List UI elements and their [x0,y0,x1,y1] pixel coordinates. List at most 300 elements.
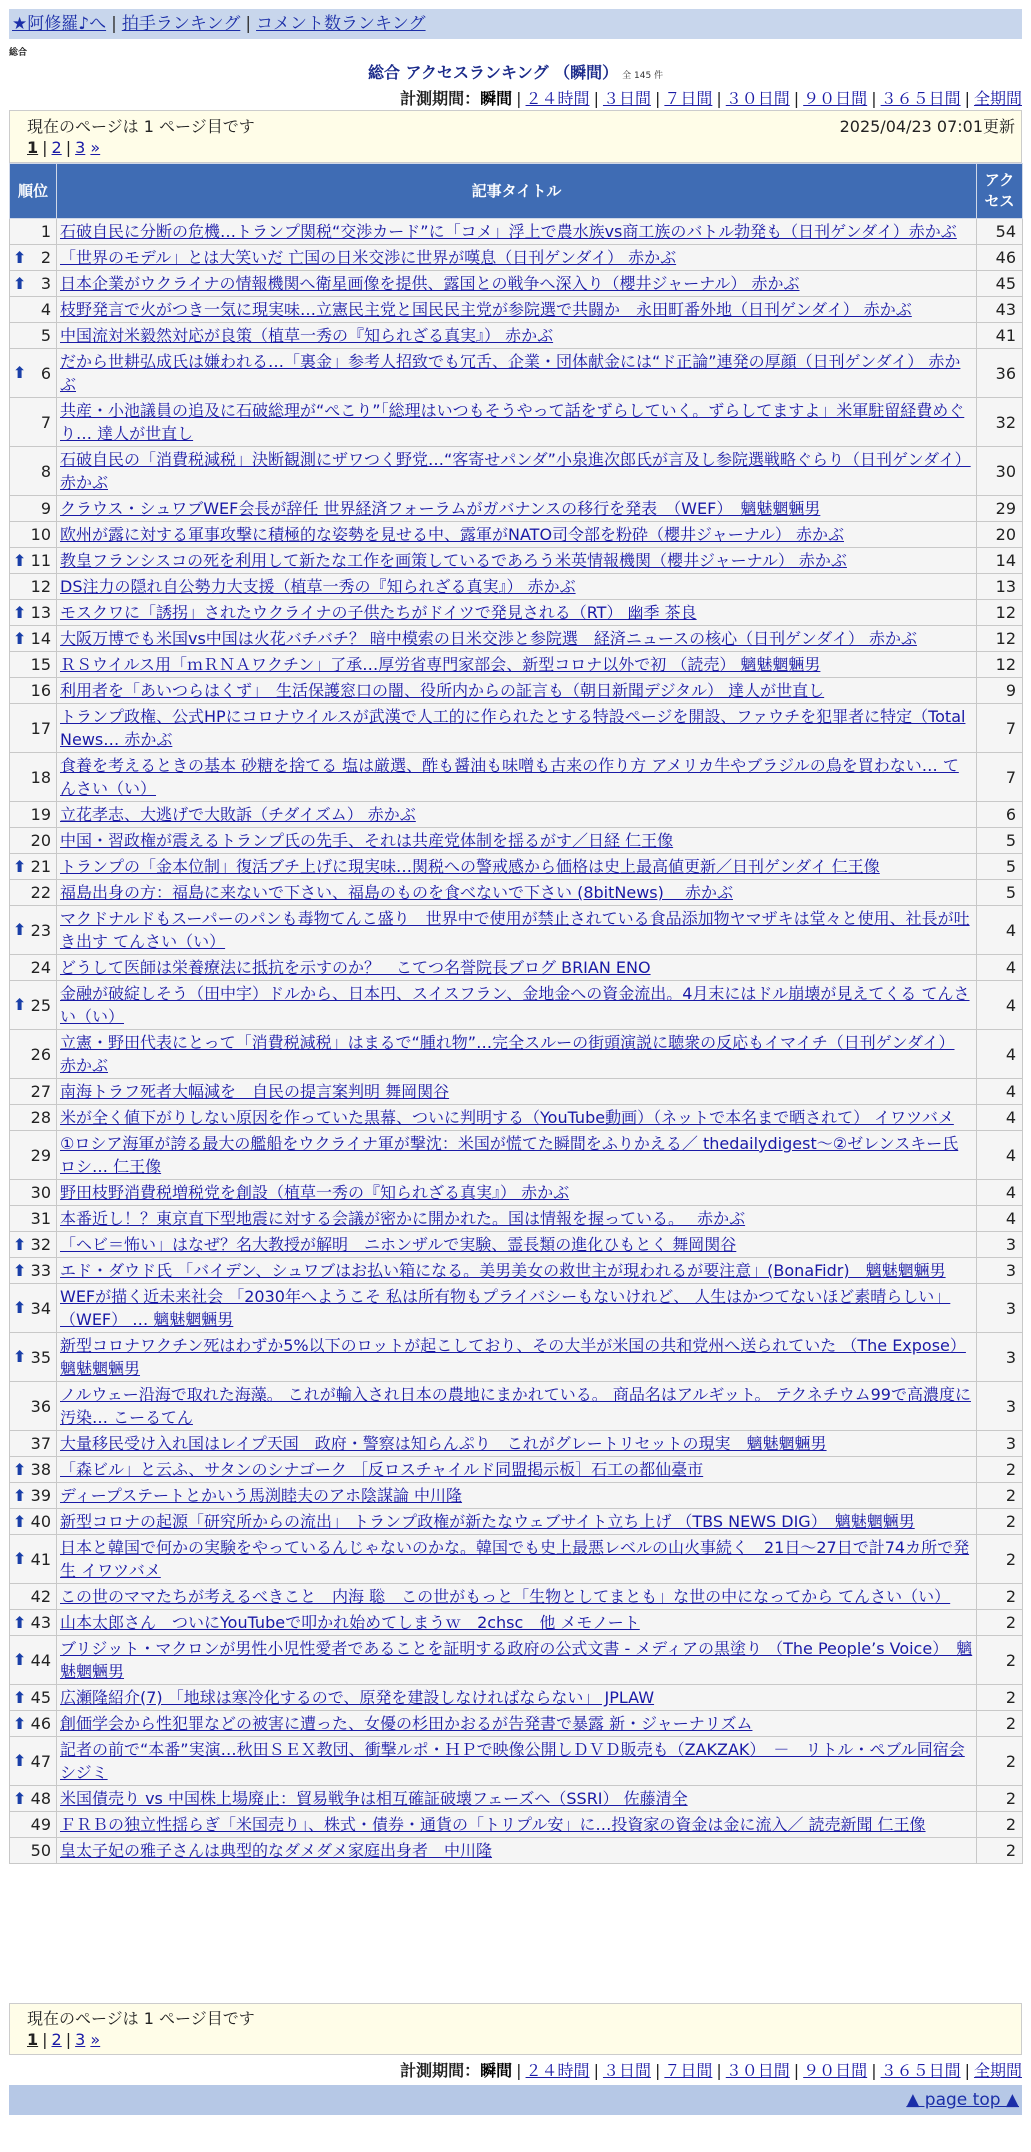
title-cell [57,600,977,626]
article-link[interactable]: 米が全く値下がりしない原因を作っていた黒幕、ついに判明する（YouTube動画）（ネットで本名まで晒されて） イワツバメ [60,1108,954,1127]
table-row [10,1483,1023,1509]
table-row [10,1382,1023,1431]
period-link-4[interactable]: ９０日間 [803,2061,868,2080]
article-link[interactable]: ノルウェー沿海で取れた海藻。 これが輸入され日本の農地にまかれている。 商品名はアルギット。 テクネチウム99で高濃度に汚染… こーるてん [60,1385,971,1427]
rank-cell [10,753,57,802]
access-count: 41 [977,323,1023,349]
title-cell [57,828,977,854]
table-row [10,1206,1023,1232]
period-label: 計測期間： [400,2061,481,2080]
period-sep: | [593,89,599,108]
table-row [10,1711,1023,1737]
rank-cell [10,1457,57,1483]
title-cell [57,1535,977,1584]
period-sep: | [793,89,800,108]
table-row [10,1232,1023,1258]
access-count: 45 [977,271,1023,297]
access-count: 2 [977,1786,1023,1812]
rank-number: 22 [30,883,51,902]
clap-ranking-link[interactable]: 拍手ランキング [121,14,241,34]
table-row [10,1431,1023,1457]
page-title-text: 総合 アクセスランキング （瞬間） [367,63,619,82]
current-page-text-bottom: 現在のページは 1 ページ目です [27,2009,255,2028]
article-link[interactable]: トランプの「金本位制」復活ブチ上げに現実味…関税への警戒感から価格は史上最高値更新／日刊ゲンダイ 仁王像 [60,857,880,876]
title-cell [57,1333,977,1382]
title-cell [57,1838,977,1864]
rank-cell [10,1431,57,1457]
article-link[interactable]: 山本太郎さん ついにYouTubeで叩かれ始めてしまうｗ 2chsc 他 メモノート [60,1613,640,1632]
article-link[interactable]: 立花孝志、大逃げで大敗訴（チダイズム） 赤かぶ [60,805,416,824]
period-sep: | [964,89,970,108]
article-link[interactable]: ＲＳウイルス用「ｍＲＮＡワクチン」了承…厚労省専門家部会、新型コロナ以外で初 （読売） 魑魅魍魎男 [60,655,821,674]
rank-number: 42 [30,1587,51,1606]
title-cell [57,1284,977,1333]
title-cell [57,1030,977,1079]
table-row [10,704,1023,753]
rank-cell [10,1232,57,1258]
rank-cell [10,323,57,349]
article-link[interactable]: 教皇フランシスコの死を利用して新たな工作を画策しているであろう米英情報機関（櫻井ジャーナル） 赤かぶ [60,551,847,570]
period-label: 計測期間： [400,89,481,108]
access-count: 5 [977,828,1023,854]
rank-number: 2 [40,248,51,267]
top-nav-bar [9,9,1022,39]
rank-cell [10,271,57,297]
table-row [10,297,1023,323]
table-row [10,548,1023,574]
article-link[interactable]: マクドナルドもスーパーのパンも毒物てんこ盛り 世界中で使用が禁止されている食品添加物ヤマザキは堂々と使用、社長が吐き出す てんさい（い） [60,909,970,951]
title-cell [57,245,977,271]
article-link[interactable]: 広瀬隆紹介(7) 「地球は寒冷化するので、原発を建設しなければならない」 JPLAW [60,1688,655,1707]
page-top-link[interactable]: ▲ page top ▲ [906,2090,1019,2110]
rank-number: 12 [30,577,51,596]
title-cell [57,496,977,522]
article-link[interactable]: トランプ政権、公式HPにコロナウイルスが武漢で人工的に作られたとする特設ページを開設、ファウチを犯罪者に特定（Total News… 赤かぶ [60,707,966,749]
period-link-4[interactable]: ９０日間 [803,89,868,108]
page-title [0,60,1031,83]
rank-number: 30 [30,1183,51,1202]
access-count: 4 [977,906,1023,955]
rank-number: 41 [30,1549,51,1569]
rank-cell [10,1584,57,1610]
period-link-2[interactable]: ７日間 [664,2061,713,2080]
rank-cell [10,906,57,955]
rank-number: 23 [30,920,51,940]
table-row [10,349,1023,398]
rank-up-arrow-icon: ⬆ [13,995,27,1015]
rank-cell [10,652,57,678]
info-box-top [9,110,1022,163]
table-row [10,1584,1023,1610]
rank-cell [10,1079,57,1105]
rank-cell [10,1737,57,1786]
table-row [10,1333,1023,1382]
rank-number: 29 [30,1145,51,1165]
period-link-1[interactable]: ３日間 [602,89,651,108]
period-link-1[interactable]: ３日間 [602,2061,651,2080]
total-count: 全 145 件 [622,71,664,81]
article-link[interactable]: 利用者を「あいつらはくず」 生活保護窓口の闇、役所内からの証言も（朝日新聞デジタル） 達人が世直し [60,681,825,700]
title-cell [57,626,977,652]
access-count: 4 [977,955,1023,981]
info-box-bottom [9,2003,1022,2055]
rank-number: 40 [30,1512,51,1531]
article-link[interactable]: 石破自民の「消費税減税」決断観測にザワつく野党…“客寄せパンダ”小泉進次郎氏が言及し参院選戦略ぐらり（日刊ゲンダイ） 赤かぶ [60,450,971,492]
rank-cell [10,349,57,398]
pager-bottom [27,2030,100,2049]
rank-number: 49 [30,1815,51,1834]
title-cell [57,1812,977,1838]
period-sep: | [593,2061,599,2080]
access-count: 5 [977,854,1023,880]
title-cell [57,1431,977,1457]
period-sep: | [871,89,877,108]
rank-number: 4 [40,300,51,319]
title-cell [57,1232,977,1258]
pager-current: 1 [27,2030,39,2049]
article-link[interactable]: 大量移民受け入れ国はレイプ天国 政府・警察は知らんぷり これがグレートリセットの現実 魑魅魍魎男 [60,1434,827,1453]
table-row [10,1535,1023,1584]
article-link[interactable]: 新型コロナワクチン死はわずか5%以下のロットが起こしており、その大半が米国の共和党州へ送られていた （The Expose） 魑魅魍魎男 [60,1336,966,1378]
nav-sep: | [111,14,117,34]
article-link[interactable]: この世のママたちが考えるべきこと 内海 聡 この世がもっと「生物としてまとも」な世の中になってから てんさい（い） [60,1587,951,1606]
current-page-text: 現在のページは 1 ページ目です [27,117,255,136]
title-cell [57,1636,977,1685]
home-link[interactable]: ★阿修羅♪へ [12,14,107,34]
period-link-6[interactable]: 全期間 [973,89,1022,108]
article-link[interactable]: 記者の前で“本番”実演…秋田ＳＥＸ教団、衝撃ルポ・ＨＰで映像公開しＤＶＤ販売も（ZAKZAK） － リトル・ペブル同宿会 シジミ [60,1740,965,1782]
rank-cell [10,1105,57,1131]
access-count: 3 [977,1284,1023,1333]
article-link[interactable]: エド・ダウド氏 「バイデン、シュワブはお払い箱になる。美男美女の救世主が現われるが要注意」(BonaFidr) 魑魅魍魎男 [60,1261,946,1280]
article-link[interactable]: ディープステートとかいう馬渕睦夫のアホ陰謀論 中川隆 [60,1486,463,1505]
title-cell [57,880,977,906]
table-row [10,600,1023,626]
title-cell [57,1180,977,1206]
access-count: 2 [977,1584,1023,1610]
title-cell [57,802,977,828]
table-row [10,1105,1023,1131]
rank-up-arrow-icon: ⬆ [13,920,27,940]
table-row [10,652,1023,678]
article-link[interactable]: 立憲・野田代表にとって「消費税減税」はまるで“腫れ物”…完全スルーの街頭演説に聴衆の反応もイマイチ（日刊ゲンダイ） 赤かぶ [60,1033,955,1075]
rank-number: 1 [40,222,51,241]
rank-cell [10,1206,57,1232]
article-link[interactable]: 欧州が露に対する軍事攻撃に積極的な姿勢を見せる中、露軍がNATO司令部を粉砕（櫻井ジャーナル） 赤かぶ [60,525,845,544]
rank-cell [10,880,57,906]
access-count: 29 [977,496,1023,522]
rank-up-arrow-icon: ⬆ [13,856,27,876]
rank-number: 34 [30,1298,51,1318]
access-count: 32 [977,398,1023,447]
period-sep: | [654,89,661,108]
rank-cell [10,678,57,704]
rank-number: 18 [30,767,51,787]
title-cell [57,955,977,981]
rank-cell [10,1535,57,1584]
rank-cell [10,1838,57,1864]
title-cell [57,271,977,297]
rank-cell [10,1030,57,1079]
table-row [10,1685,1023,1711]
table-row [10,398,1023,447]
access-count: 12 [977,600,1023,626]
access-count: 13 [977,574,1023,600]
article-link[interactable]: 食養を考えるときの基本 砂糖を捨てる 塩は厳選、酢も醤油も味噌も古来の作り方 アメリカ牛やブラジルの鳥を買わない… てんさい（い） [60,756,959,798]
rank-number: 47 [30,1751,51,1771]
rank-number: 17 [30,718,51,738]
pager-next-link[interactable]: » [90,138,101,157]
title-cell [57,906,977,955]
rank-cell [10,398,57,447]
pager-sep: | [65,2030,72,2049]
table-row [10,245,1023,271]
title-cell [57,1610,977,1636]
table-row [10,1737,1023,1786]
rank-cell [10,854,57,880]
rank-number: 31 [30,1209,51,1228]
article-link[interactable]: 日本と韓国で何かの実験をやっているんじゃないのかな。韓国でも史上最悪レベルの山火事続く 21日〜27日で計74カ所で発生 イワツバメ [60,1538,970,1580]
rank-up-arrow-icon: ⬆ [13,1751,27,1771]
access-count: 2 [977,1685,1023,1711]
article-link[interactable]: ブリジット・マクロンが男性小児性愛者であることを証明する政府の公式文書 - メディアの黒塗り （The People’s Voice） 魑魅魍魎男 [60,1639,973,1681]
article-link[interactable]: 共産・小池議員の追及に石破総理が“ぺこり”「総理はいつもそうやって話をずらしていく。ずらしてますよ」米軍駐留経費めぐり… 達人が世直し [60,401,965,443]
rank-cell [10,219,57,245]
rank-number: 46 [30,1714,51,1733]
rank-number: 7 [40,412,51,432]
nav-sep: | [245,14,252,34]
access-count: 3 [977,1333,1023,1382]
title-cell [57,219,977,245]
table-row [10,626,1023,652]
article-link[interactable]: 皇太子妃の雅子さんは典型的なダメダメ家庭出身者 中川隆 [60,1841,493,1860]
table-row [10,854,1023,880]
article-link[interactable]: 枝野発言で火がつき一気に現実味…立憲民主党と国民民主党が参院選で共闘か 永田町番外地（日刊ゲンダイ） 赤かぶ [60,300,912,319]
access-count: 36 [977,349,1023,398]
title-cell [57,398,977,447]
title-cell [57,1786,977,1812]
article-link[interactable]: 大阪万博でも米国vs中国は火花バチバチ？ 暗中模索の日米交渉と参院選 経済ニュースの核心（日刊ゲンダイ） 赤かぶ [60,629,917,648]
period-link-2[interactable]: ７日間 [664,89,713,108]
rank-cell [10,1258,57,1284]
period-link-6[interactable]: 全期間 [973,2061,1022,2080]
title-cell [57,1509,977,1535]
article-link[interactable]: 石破自民に分断の危機…トランプ関税“交渉カード”に「コメ」浮上で農水族vs商工族のバトル勃発も（日刊ゲンダイ）赤かぶ [60,222,957,241]
title-cell [57,678,977,704]
period-link-5[interactable]: ３６５日間 [880,2061,961,2080]
comment-ranking-link[interactable]: コメント数ランキング [256,14,426,34]
article-link[interactable]: 「世界のモデル」とは大笑いだ 亡国の日米交渉に世界が嘆息（日刊ゲンダイ） 赤かぶ [60,248,677,267]
access-count: 14 [977,548,1023,574]
access-count: 2 [977,1838,1023,1864]
table-row [10,1786,1023,1812]
period-link-5[interactable]: ３６５日間 [880,89,961,108]
period-sep: | [964,2061,970,2080]
access-count: 4 [977,1206,1023,1232]
table-row [10,1079,1023,1105]
title-cell [57,522,977,548]
period-sep: | [716,2061,722,2080]
period-link-3[interactable]: ３０日間 [725,2061,790,2080]
title-cell [57,1483,977,1509]
access-count: 4 [977,1030,1023,1079]
access-count: 3 [977,1431,1023,1457]
title-cell [57,753,977,802]
period-sep: | [871,2061,877,2080]
rank-up-arrow-icon: ⬆ [13,1788,27,1808]
access-count: 46 [977,245,1023,271]
title-cell [57,297,977,323]
rank-up-arrow-icon: ⬆ [13,1687,27,1707]
access-count: 2 [977,1610,1023,1636]
article-link[interactable]: 「森ビル」と云ふ、サタンのシナゴーク ［反ロスチャイルド同盟掲示板］石工の都仙臺市 [60,1460,704,1479]
title-cell [57,652,977,678]
article-link[interactable]: 中国流対米毅然対応が良策（植草一秀の『知られざる真実』） 赤かぶ [60,326,554,345]
article-link[interactable]: 中国・習政権が震えるトランプ氏の先手、それは共産党体制を揺るがす／日経 仁王像 [60,831,674,850]
article-link[interactable]: DS注力の隠れ自公勢力大支援（植草一秀の『知られざる真実』） 赤かぶ [60,577,576,596]
article-link[interactable]: クラウス・シュワブWEF会長が辞任 世界経済フォーラムがガバナンスの移行を発表 （WEF） 魑魅魍魎男 [60,499,821,518]
rank-number: 35 [30,1347,51,1367]
article-link[interactable]: 野田枝野消費税増税党を創設（植草一秀の『知られざる真実』） 赤かぶ [60,1183,570,1202]
col-rank-header: 順位 [10,164,57,219]
table-row [10,1610,1023,1636]
title-cell [57,981,977,1030]
rank-cell [10,1131,57,1180]
category-label: 総合 [9,48,28,58]
period-link-0[interactable]: ２４時間 [525,89,590,108]
rank-cell [10,1636,57,1685]
title-cell [57,574,977,600]
title-cell [57,1258,977,1284]
rank-number: 45 [30,1688,51,1707]
title-cell [57,548,977,574]
rank-up-arrow-icon: ⬆ [13,363,27,383]
pager-sep: | [65,138,72,157]
pager-page-link[interactable]: 3 [75,138,86,157]
col-title-header: 記事タイトル [57,164,977,219]
rank-cell [10,600,57,626]
article-link[interactable]: 「ヘビ＝怖い」はなぜ？名大教授が解明 ニホンザルで実験、霊長類の進化ひもとく 舞岡関谷 [60,1235,737,1254]
table-row [10,880,1023,906]
article-link[interactable]: 創価学会から性犯罪などの被害に遭った、女優の杉田かおるが告発書で暴露 新・ジャーナリズム [60,1714,753,1733]
pager-page-link[interactable]: 2 [51,138,62,157]
rank-number: 43 [30,1613,51,1632]
rank-cell [10,1610,57,1636]
rank-number: 50 [30,1841,51,1860]
access-count: 4 [977,1180,1023,1206]
article-link[interactable]: WEFが描く近未来社会 「2030年へようこそ 私は所有物もプライバシーもないけれど、 人生はかつてないほど素晴らしい」 （WEF） … 魑魅魍魎男 [60,1287,951,1329]
article-link[interactable]: だから世耕弘成氏は嫌われる…「裏金」参考人招致でも冗舌、企業・団体献金には“ド正論”連発の厚顔（日刊ゲンダイ） 赤かぶ [60,352,961,394]
pager-sep: | [42,138,48,157]
rank-up-arrow-icon: ⬆ [13,1459,27,1479]
rank-cell [10,245,57,271]
article-link[interactable]: 福島出身の方：福島に来ないで下さい、福島のものを食べないで下さい (8bitNews) 赤かぶ [60,883,733,902]
rank-cell [10,1812,57,1838]
rank-up-arrow-icon: ⬆ [13,247,27,267]
article-link[interactable]: ①ロシア海軍が誇る最大の艦船をウクライナ軍が撃沈：米国が慌てた瞬間をふりかえる／ thedailydigest〜②ゼレンスキー氏 ロシ… 仁王像 [60,1134,959,1176]
rank-cell [10,1382,57,1431]
rank-up-arrow-icon: ⬆ [13,1549,27,1569]
rank-cell [10,1483,57,1509]
rank-number: 9 [40,499,51,518]
table-row [10,955,1023,981]
article-link[interactable]: 南海トラフ死者大幅減を 自民の提言案判明 舞岡関谷 [60,1082,450,1101]
title-cell [57,1382,977,1431]
article-link[interactable]: モスクワに「誘拐」されたウクライナの子供たちがドイツで発見される（RT） 幽季 茶良 [60,603,697,622]
access-count: 7 [977,753,1023,802]
rank-cell [10,1509,57,1535]
period-sep: | [516,2061,522,2080]
title-cell [57,1737,977,1786]
table-row [10,1457,1023,1483]
period-link-0[interactable]: ２４時間 [525,2061,590,2080]
table-row [10,1812,1023,1838]
rank-cell [10,522,57,548]
table-row [10,1838,1023,1864]
article-link[interactable]: 日本企業がウクライナの情報機関へ衛星画像を提供、露国との戦争へ深入り（櫻井ジャーナル） 赤かぶ [60,274,800,293]
access-count: 2 [977,1711,1023,1737]
pager-page-link[interactable]: 3 [75,2030,86,2049]
article-link[interactable]: 金融が破綻しそう（田中宇）ドルから、日本円、スイスフラン、金地金への資金流出。4月末にはドル崩壊が見えてくる てんさい（い） [60,984,970,1026]
access-count: 43 [977,297,1023,323]
period-link-3[interactable]: ３０日間 [725,89,790,108]
rank-cell [10,1711,57,1737]
title-cell [57,1131,977,1180]
access-count: 30 [977,447,1023,496]
access-count: 3 [977,1382,1023,1431]
access-count: 2 [977,1509,1023,1535]
rank-number: 5 [40,326,51,345]
table-row [10,1509,1023,1535]
rank-cell [10,1786,57,1812]
table-row [10,323,1023,349]
bottom-bar [9,2085,1022,2115]
rank-number: 28 [30,1108,51,1127]
table-row [10,1131,1023,1180]
rank-up-arrow-icon: ⬆ [13,1298,27,1318]
rank-number: 6 [40,363,51,383]
access-count: 2 [977,1636,1023,1685]
ranking-table [9,163,1023,1864]
access-count: 2 [977,1483,1023,1509]
table-row [10,1636,1023,1685]
rank-up-arrow-icon: ⬆ [13,273,27,293]
access-count: 4 [977,1079,1023,1105]
rank-number: 20 [30,831,51,850]
table-row [10,753,1023,802]
article-link[interactable]: 米国債売り vs 中国株上場廃止：貿易戦争は相互確証破壊フェーズへ（SSRI） 佐藤清全 [60,1789,688,1808]
rank-number: 13 [30,603,51,622]
article-link[interactable]: どうして医師は栄養療法に抵抗を示すのか？ こてつ名誉院長ブログ BRIAN ENO [60,958,651,977]
rank-up-arrow-icon: ⬆ [13,1260,27,1280]
access-count: 54 [977,219,1023,245]
pager-next-link[interactable]: » [90,2030,101,2049]
article-link[interactable]: ＦＲＢの独立性揺らぎ「米国売り」、株式・債券・通貨の「トリプル安」に…投資家の資金は金に流入／ 読売新聞 仁王像 [60,1815,926,1834]
title-cell [57,1457,977,1483]
table-row [10,271,1023,297]
pager-sep: | [42,2030,48,2049]
title-cell [57,1711,977,1737]
article-link[interactable]: 本番近し！？東京直下型地震に対する会議が密かに開かれた。国は情報を握っている。 赤かぶ [60,1209,746,1228]
title-cell [57,349,977,398]
rank-number: 36 [30,1396,51,1416]
pager-page-link[interactable]: 2 [51,2030,62,2049]
rank-number: 33 [30,1261,51,1280]
rank-number: 39 [30,1486,51,1505]
article-link[interactable]: 新型コロナの起源「研究所からの流出」 トランプ政権が新たなウェブサイト立ち上げ （TBS NEWS DIG） 魑魅魍魎男 [60,1512,915,1531]
title-cell [57,1079,977,1105]
updated-timestamp: 2025/04/23 07:01更新 [839,117,1015,136]
